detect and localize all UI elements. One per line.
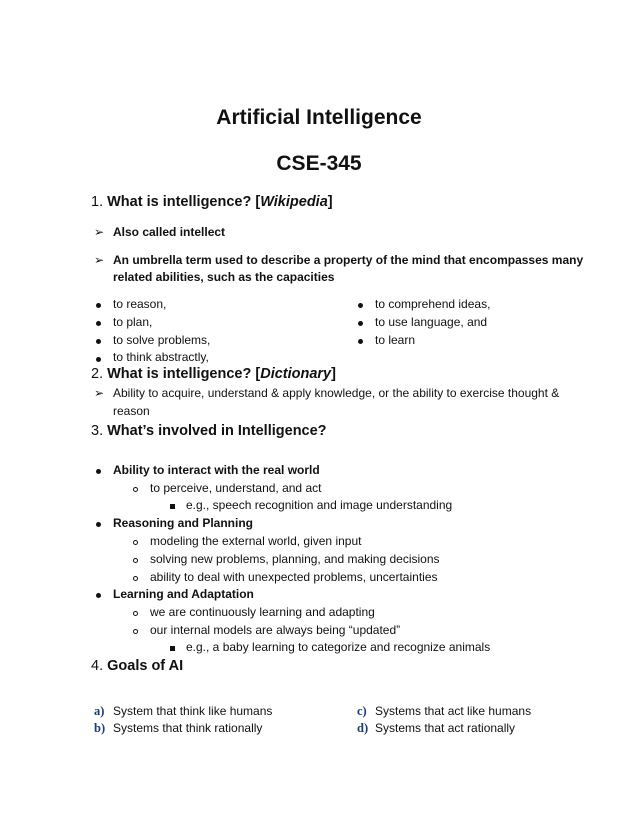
ability-right-1: to comprehend ideas, bbox=[375, 297, 491, 311]
arrow-bullet-icon: ➢ bbox=[94, 253, 105, 267]
involved-item-3: Learning and Adaptation bbox=[113, 587, 254, 601]
goal-letter-c: c) bbox=[357, 704, 367, 718]
arrow-bullet-icon: ➢ bbox=[94, 386, 105, 400]
bullet-icon bbox=[96, 522, 101, 527]
goal-a: System that think like humans bbox=[113, 704, 273, 718]
section-2-heading bbox=[91, 366, 336, 382]
section-3-title: What’s involved in Intelligence? bbox=[107, 423, 327, 439]
ability-left-3: to solve problems, bbox=[113, 333, 211, 347]
bracket-open: [ bbox=[255, 366, 261, 382]
definition-line-1: Ability to acquire, understand & apply knowledge, or the ability to exercise thought & bbox=[113, 386, 560, 400]
arrow-bullet-icon: ➢ bbox=[94, 225, 105, 239]
circle-bullet-icon bbox=[133, 487, 138, 492]
goal-letter-d: d) bbox=[357, 721, 369, 735]
bullet-icon bbox=[358, 321, 363, 326]
section-1-source: Wikipedia bbox=[260, 194, 328, 210]
involved-item-1: Ability to interact with the real world bbox=[113, 463, 320, 477]
involved-subsub-3: e.g., a baby learning to categorize and recognize animals bbox=[186, 640, 491, 654]
goal-b: Systems that think rationally bbox=[113, 721, 263, 735]
section-4-title: Goals of AI bbox=[107, 658, 184, 674]
section-3-number: 3. bbox=[91, 423, 104, 439]
bullet-icon bbox=[96, 593, 101, 598]
bullet-icon bbox=[96, 303, 101, 308]
page-title: Artificial Intelligence bbox=[216, 106, 422, 129]
bracket-close: ] bbox=[331, 366, 336, 382]
involved-sub-1-1: to perceive, understand, and act bbox=[150, 481, 322, 495]
ability-left-2: to plan, bbox=[113, 315, 153, 329]
bullet-icon bbox=[358, 303, 363, 308]
section-1-number: 1. bbox=[91, 194, 104, 210]
bullet-icon bbox=[358, 339, 363, 344]
square-bullet-icon bbox=[170, 504, 175, 509]
goal-letter-b: b) bbox=[94, 721, 106, 735]
circle-bullet-icon bbox=[133, 540, 138, 545]
section-2-source: Dictionary bbox=[260, 366, 332, 382]
ability-left-1: to reason, bbox=[113, 297, 167, 311]
involved-sub-3-1: we are continuously learning and adapting bbox=[150, 605, 375, 619]
bracket-open: [ bbox=[255, 194, 261, 210]
ability-right-2: to use language, and bbox=[375, 315, 488, 329]
section-1-title: What is intelligence? bbox=[107, 194, 252, 210]
involved-sub-2-1: modeling the external world, given input bbox=[150, 534, 362, 548]
goal-letter-a: a) bbox=[94, 704, 105, 718]
involved-subsub-1: e.g., speech recognition and image understanding bbox=[186, 498, 453, 512]
section-1-heading bbox=[91, 194, 333, 210]
section-2-number: 2. bbox=[91, 366, 104, 382]
goal-d: Systems that act rationally bbox=[375, 721, 516, 735]
involved-sub-2-3: ability to deal with unexpected problems, uncertainties bbox=[150, 570, 438, 584]
arrow-item-2-cont: related abilities, such as the capacities bbox=[113, 270, 335, 284]
course-code: CSE-345 bbox=[276, 152, 362, 175]
section-4-heading bbox=[91, 658, 183, 674]
section-3-heading bbox=[91, 423, 327, 439]
section-2-title: What is intelligence? bbox=[107, 366, 252, 382]
circle-bullet-icon bbox=[133, 629, 138, 634]
involved-sub-2-2: solving new problems, planning, and making decisions bbox=[150, 552, 440, 566]
bullet-icon bbox=[96, 321, 101, 326]
ability-left-4: to think abstractly, bbox=[113, 350, 209, 364]
bullet-icon bbox=[96, 339, 101, 344]
arrow-item-2: An umbrella term used to describe a property of the mind that encompasses many bbox=[113, 253, 584, 267]
section-4-number: 4. bbox=[91, 658, 104, 674]
ability-right-3: to learn bbox=[375, 333, 416, 347]
goal-c: Systems that act like humans bbox=[375, 704, 532, 718]
square-bullet-icon bbox=[170, 646, 175, 651]
circle-bullet-icon bbox=[133, 576, 138, 581]
circle-bullet-icon bbox=[133, 558, 138, 563]
bracket-close: ] bbox=[327, 194, 333, 210]
arrow-item-1: Also called intellect bbox=[113, 225, 226, 239]
involved-sub-3-2: our internal models are always being “updated” bbox=[150, 623, 401, 637]
bullet-icon bbox=[96, 357, 101, 362]
involved-item-2: Reasoning and Planning bbox=[113, 516, 254, 530]
bullet-icon bbox=[96, 469, 101, 474]
circle-bullet-icon bbox=[133, 611, 138, 616]
definition-line-2: reason bbox=[113, 404, 150, 418]
